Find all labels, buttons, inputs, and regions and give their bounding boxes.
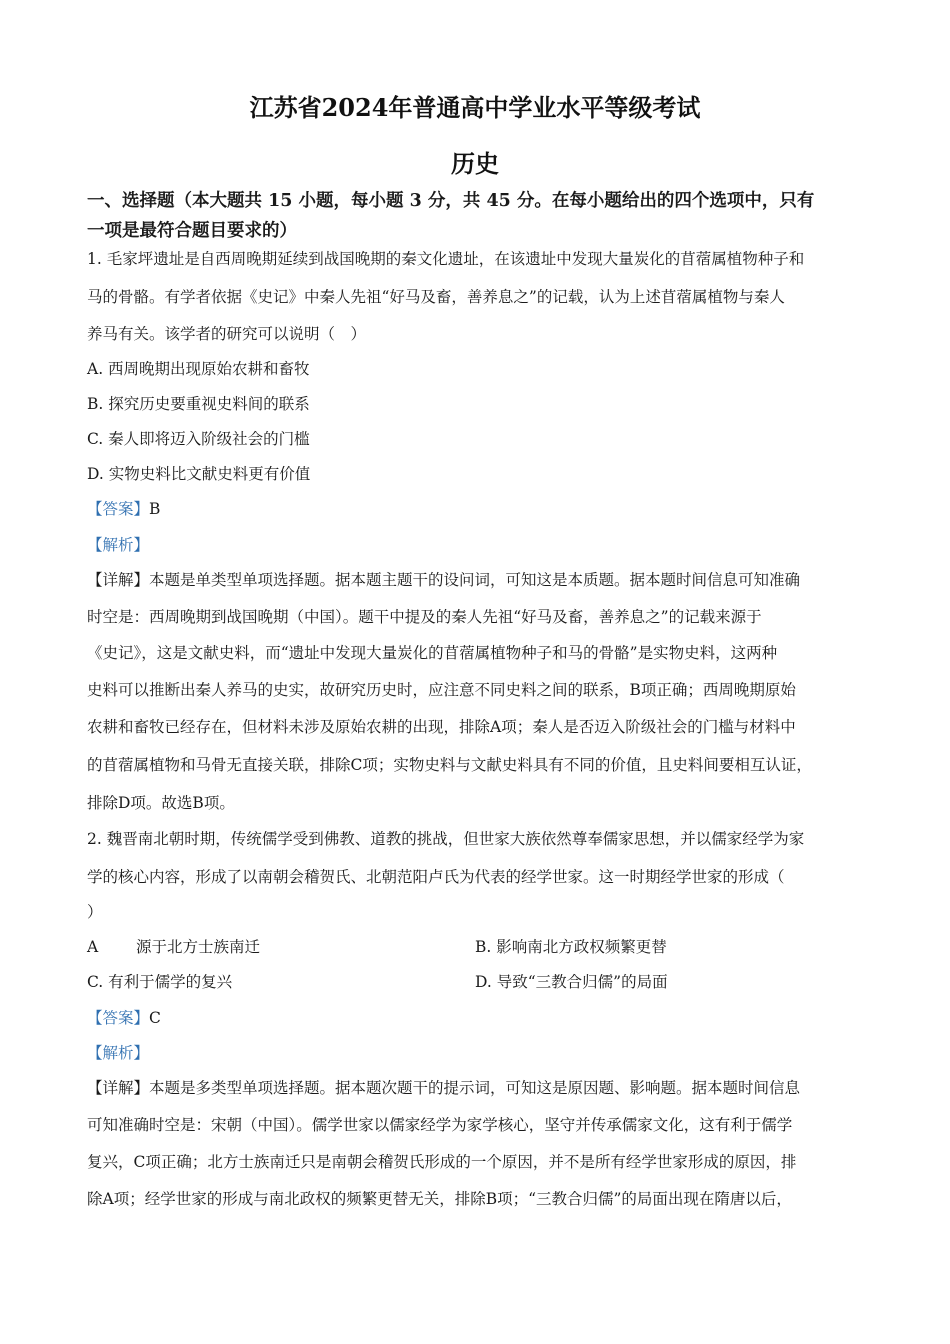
q2-answer: C [149, 1009, 161, 1027]
q1-answer: B [149, 500, 161, 518]
section-heading-cont: 一项是最符合题目要求的） [87, 221, 297, 241]
q1-stem: 马的骨骼。有学者依据《史记》中秦人先祖“好马及畜，善养息之”的记载，认为上述苜蓿属植物与秦人 [87, 288, 785, 306]
q1-detail: 排除D项。故选B项。 [87, 794, 235, 812]
exam-title: 江苏省2024年普通高中学业水平等级考试 [249, 93, 701, 122]
q2-stem: 2. 魏晋南北朝时期，传统儒学受到佛教、道教的挑战，但世家大族依然尊奉儒家思想，并以儒家经学为家 [87, 830, 805, 848]
q1-detail: 【详解】本题是单类型单项选择题。据本题主题干的设问词，可知这是本质题。据本题时间信息可知准确 [87, 571, 801, 589]
answer-tag: 【答案】 [87, 500, 150, 518]
q2-stem: 学的核心内容，形成了以南朝会稽贺氏、北朝范阳卢氏为代表的经学世家。这一时期经学世家的形成（ [87, 868, 785, 886]
q1-option-d: D. 实物史料比文献史料更有价值 [87, 465, 311, 483]
q2-detail: 可知准确时空是：宋朝（中国）。儒学世家以儒家经学为家学核心，坚守并传承儒家文化，这有利于儒学 [87, 1116, 793, 1134]
q2-stem: ） [87, 903, 103, 921]
q1-stem: 养马有关。该学者的研究可以说明（ ） [87, 325, 367, 343]
q1-option-b: B. 探究历史要重视史料间的联系 [87, 395, 310, 413]
q1-detail: 时空是：西周晚期到战国晚期（中国）。题干中提及的秦人先祖“好马及畜，善养息之”的记载来源于 [87, 608, 762, 626]
q2-option-a-letter: A [87, 938, 99, 956]
q1-answer-row [87, 498, 160, 520]
q2-detail: 【详解】本题是多类型单项选择题。据本题次题干的提示词，可知这是原因题、影响题。据本题时间信息 [87, 1079, 801, 1097]
q2-answer-row [87, 1007, 161, 1029]
q1-detail: 史料可以推断出秦人养马的史实，故研究历史时，应注意不同史料之间的联系，B项正确；西周晚期原始 [87, 681, 796, 699]
subject-title: 历史 [451, 149, 499, 178]
section-heading: 一、选择题（本大题共 15 小题，每小题 3 分，共 45 分。在每小题给出的四个选项中，只有 [87, 191, 815, 211]
q2-detail: 复兴，C项正确；北方士族南迁只是南朝会稽贺氏形成的一个原因，并不是所有经学世家形成的原因，排 [87, 1153, 797, 1171]
q2-option-d: D. 导致“三教合归儒”的局面 [475, 973, 668, 991]
q1-option-a: A. 西周晚期出现原始农耕和畜牧 [87, 360, 310, 378]
q1-detail: 《史记》，这是文献史料，而“遗址中发现大量炭化的苜蓿属植物种子和马的骨骼”是实物史料，这两种 [87, 644, 778, 662]
answer-tag: 【答案】 [87, 1009, 150, 1027]
q1-detail: 农耕和畜牧已经存在，但材料未涉及原始农耕的出现，排除A项；秦人是否迈入阶级社会的门槛与材料中 [87, 718, 796, 736]
analysis-tag: 【解析】 [87, 536, 150, 554]
q2-option-c: C. 有利于儒学的复兴 [87, 973, 233, 991]
q1-stem: 1. 毛家坪遗址是自西周晚期延续到战国晚期的秦文化遗址，在该遗址中发现大量炭化的苜蓿属植物种子和 [87, 250, 805, 268]
q1-detail: 的苜蓿属植物和马骨无直接关联，排除C项；实物史料与文献史料具有不同的价值，且史料间要相互认证， [87, 756, 812, 774]
q1-option-c: C. 秦人即将迈入阶级社会的门槛 [87, 430, 310, 448]
q2-detail: 除A项；经学世家的形成与南北政权的频繁更替无关，排除B项；“三教合归儒”的局面出现在隋唐以后， [87, 1190, 792, 1208]
analysis-tag: 【解析】 [87, 1044, 150, 1062]
q2-option-a: 源于北方士族南迁 [136, 938, 261, 956]
q2-option-b: B. 影响南北方政权频繁更替 [475, 938, 667, 956]
